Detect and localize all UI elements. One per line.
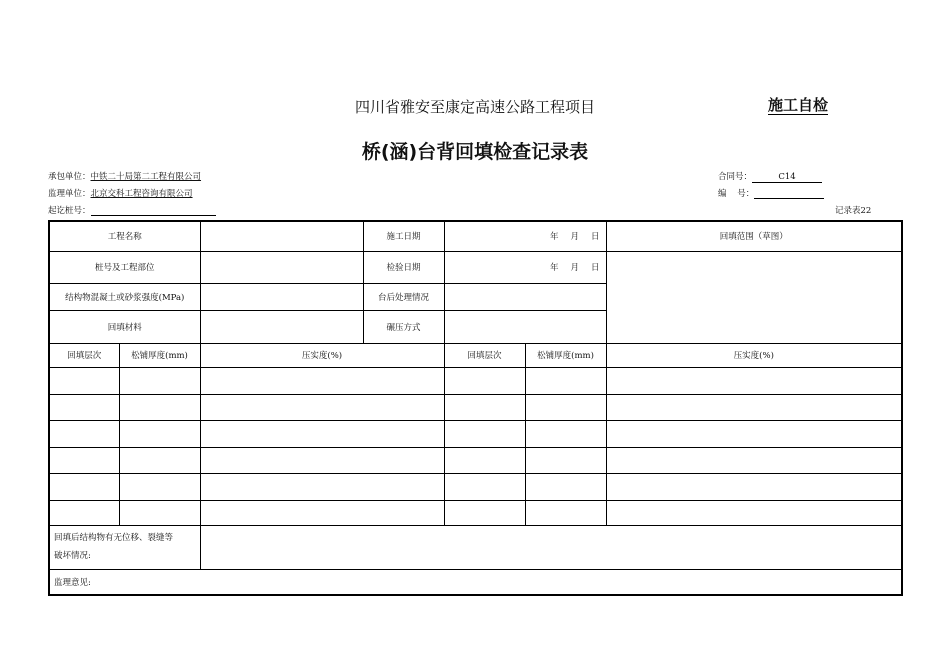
thickness-cell[interactable] <box>119 500 200 525</box>
record-number: 记录表22 <box>835 206 872 216</box>
compaction-degree-header: 压实度(%) <box>200 343 444 367</box>
strength-label: 结构物混凝土或砂浆强度(MPa) <box>49 283 200 310</box>
layer-cell[interactable] <box>49 367 119 394</box>
self-inspection-stamp: 施工自检 <box>768 96 829 114</box>
inspection-date-cell[interactable] <box>444 251 606 283</box>
station-blank[interactable] <box>91 206 216 216</box>
table-row <box>49 473 902 500</box>
thickness-header: 松铺厚度(mm) <box>119 343 200 367</box>
layer-header: 回填层次 <box>49 343 119 367</box>
construction-date-cell[interactable] <box>444 221 606 251</box>
supervisor-row <box>48 187 193 199</box>
station-label: 起讫桩号： <box>48 206 91 216</box>
backfill-sketch-area[interactable] <box>606 251 902 343</box>
compaction-cell[interactable] <box>200 367 444 394</box>
inspection-table <box>48 220 903 596</box>
thickness-cell[interactable] <box>525 500 606 525</box>
compaction-cell[interactable] <box>606 420 902 447</box>
contract-no-label: 合同号： <box>718 172 753 182</box>
table-row <box>49 394 902 420</box>
thickness-cell[interactable] <box>119 367 200 394</box>
layer-header: 回填层次 <box>444 343 525 367</box>
thickness-cell[interactable] <box>119 394 200 420</box>
serial-label: 编 号： <box>718 189 755 199</box>
layer-cell[interactable] <box>444 473 525 500</box>
thickness-cell[interactable] <box>525 447 606 473</box>
thickness-cell[interactable] <box>119 473 200 500</box>
date-year: 年 <box>549 263 559 273</box>
compaction-cell[interactable] <box>200 394 444 420</box>
damage-label-line2: 破坏情况: <box>54 551 91 561</box>
date-day: 日 <box>591 263 600 273</box>
station-part-label: 桩号及工程部位 <box>49 251 200 283</box>
compaction-cell[interactable] <box>200 420 444 447</box>
supervisor-label: 监理单位： <box>48 189 91 199</box>
compaction-cell[interactable] <box>606 367 902 394</box>
project-name-cell[interactable] <box>200 221 363 251</box>
construction-date-label: 施工日期 <box>363 221 444 251</box>
table-row <box>49 367 902 394</box>
thickness-cell[interactable] <box>119 447 200 473</box>
compaction-cell[interactable] <box>200 447 444 473</box>
contractor-row <box>48 170 201 182</box>
supervision-label: 监理意见: <box>54 577 91 588</box>
layer-cell[interactable] <box>444 500 525 525</box>
thickness-header: 松铺厚度(mm) <box>525 343 606 367</box>
compaction-cell[interactable] <box>606 473 902 500</box>
station-row <box>48 204 216 216</box>
layer-cell[interactable] <box>444 447 525 473</box>
project-name: 四川省雅安至康定高速公路工程项目 <box>354 98 595 116</box>
date-day: 日 <box>591 232 600 243</box>
supervisor-value: 北京交科工程咨询有限公司 <box>90 189 193 199</box>
layer-cell[interactable] <box>49 394 119 420</box>
contract-no-value: C14 <box>752 172 822 183</box>
layer-cell[interactable] <box>444 394 525 420</box>
damage-label-line1: 回填后结构物有无位移、裂缝等 <box>54 533 174 543</box>
inspection-date-label: 检验日期 <box>363 251 444 283</box>
compaction-cell[interactable] <box>200 473 444 500</box>
date-year: 年 <box>549 232 559 243</box>
layer-cell[interactable] <box>49 447 119 473</box>
contractor-value: 中铁二十局第二工程有限公司 <box>90 172 202 182</box>
layer-cell[interactable] <box>444 420 525 447</box>
material-label: 回填材料 <box>49 310 200 343</box>
contract-no-row <box>718 170 822 183</box>
serial-blank[interactable] <box>754 189 824 199</box>
table-row <box>49 420 902 447</box>
thickness-cell[interactable] <box>525 473 606 500</box>
form-title: 桥(涵)台背回填检查记录表 <box>361 141 589 163</box>
compaction-cell[interactable] <box>606 447 902 473</box>
thickness-cell[interactable] <box>525 420 606 447</box>
strength-cell[interactable] <box>200 283 363 310</box>
layer-cell[interactable] <box>49 500 119 525</box>
table-row <box>49 500 902 525</box>
material-cell[interactable] <box>200 310 363 343</box>
thickness-cell[interactable] <box>119 420 200 447</box>
compaction-cell[interactable] <box>606 500 902 525</box>
station-part-cell[interactable] <box>200 251 363 283</box>
thickness-cell[interactable] <box>525 367 606 394</box>
treatment-cell[interactable] <box>444 283 606 310</box>
compaction-method-label: 碾压方式 <box>363 310 444 343</box>
date-month: 月 <box>570 263 580 273</box>
supervision-opinion-cell[interactable] <box>49 569 902 595</box>
thickness-cell[interactable] <box>525 394 606 420</box>
compaction-cell[interactable] <box>200 500 444 525</box>
backfill-range-label: 回填范围（草图） <box>606 221 902 251</box>
serial-row <box>718 187 824 199</box>
damage-label <box>49 525 200 569</box>
layer-cell[interactable] <box>444 367 525 394</box>
compaction-method-cell[interactable] <box>444 310 606 343</box>
date-month: 月 <box>570 232 580 243</box>
layer-cell[interactable] <box>49 420 119 447</box>
project-name-label: 工程名称 <box>49 221 200 251</box>
compaction-degree-header: 压实度(%) <box>606 343 902 367</box>
layer-cell[interactable] <box>49 473 119 500</box>
treatment-label: 台后处理情况 <box>363 283 444 310</box>
compaction-cell[interactable] <box>606 394 902 420</box>
table-row <box>49 447 902 473</box>
contractor-label: 承包单位： <box>48 172 91 182</box>
damage-cell[interactable] <box>200 525 902 569</box>
